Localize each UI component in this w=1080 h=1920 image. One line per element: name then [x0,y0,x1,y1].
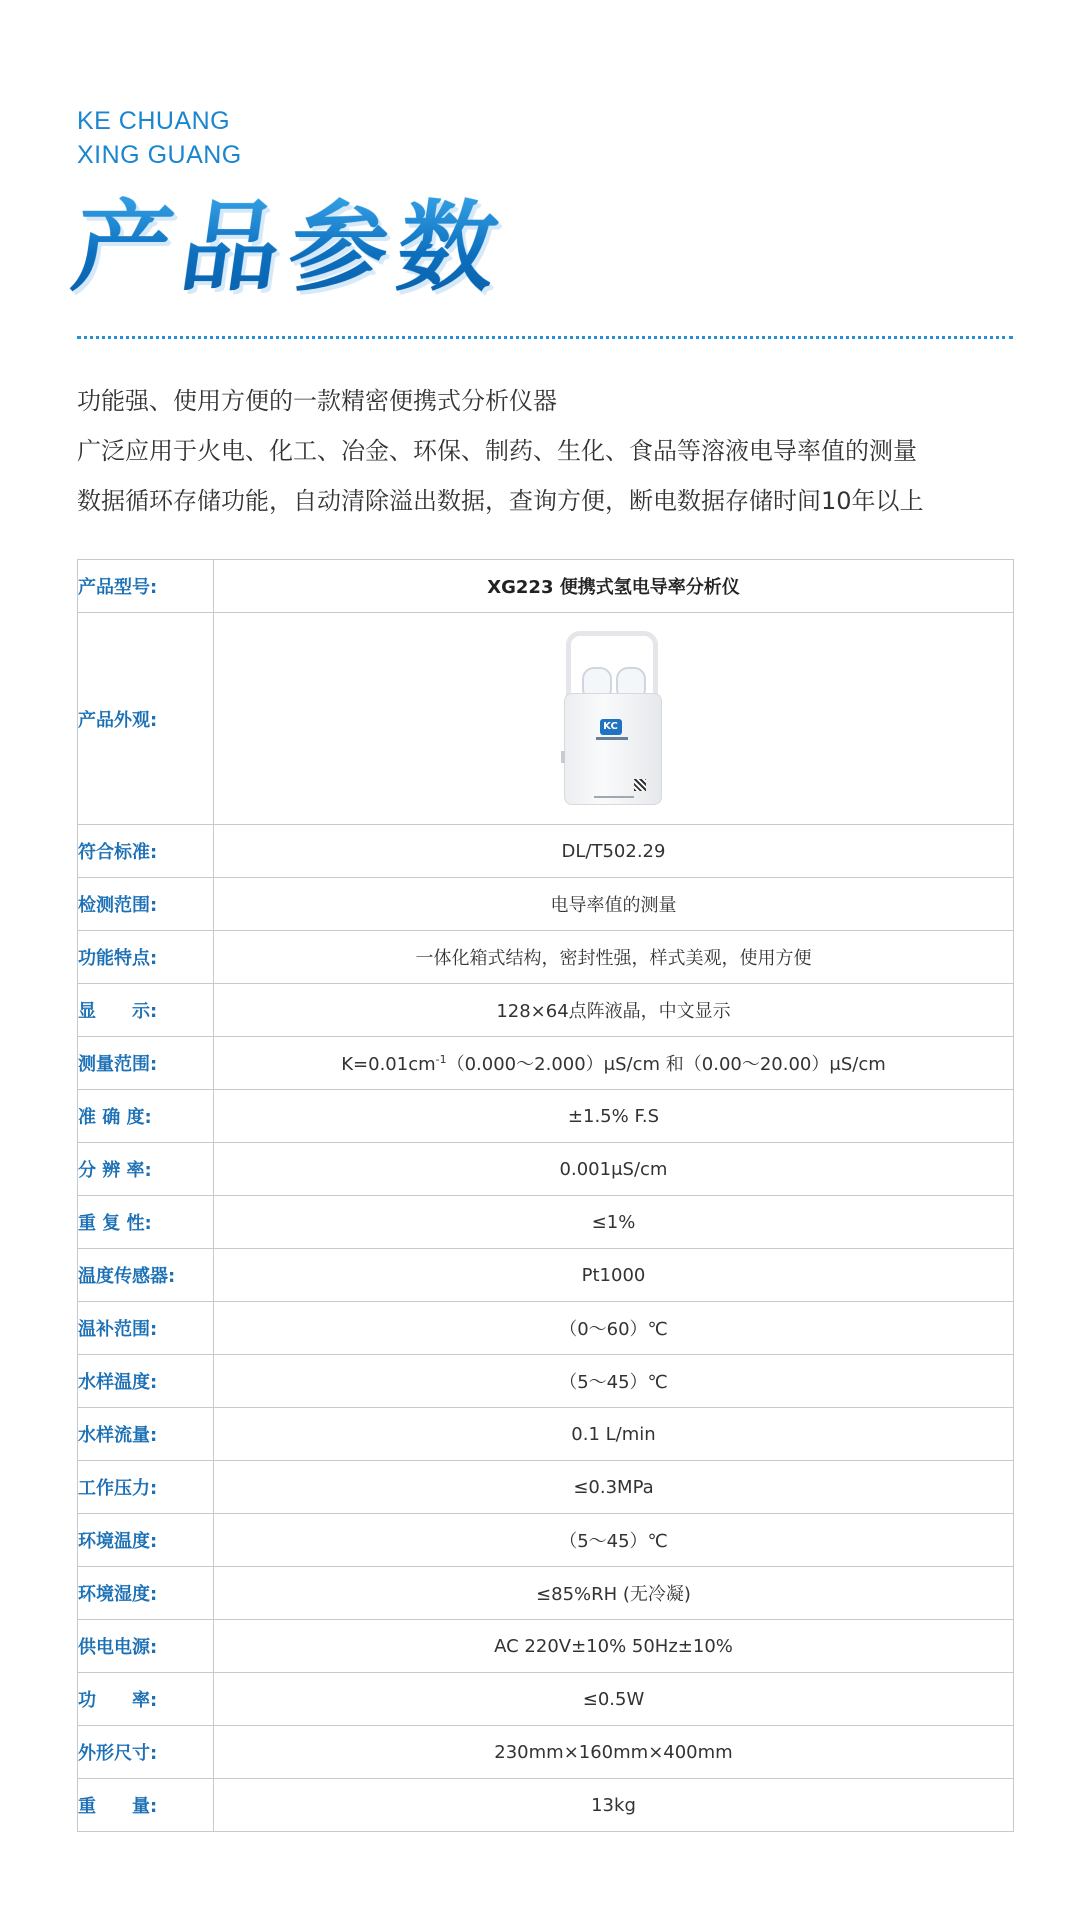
table-row-temp-comp [78,1302,1014,1355]
device-logo-caption [596,737,628,740]
range-suffix: （0.000～2.000）μS/cm 和（0.00～20.00）μS/cm [446,1054,886,1075]
row-label: 检测范围: [78,878,214,931]
spec-table [77,559,1014,1832]
row-label: 环境温度: [78,1514,214,1567]
row-value: AC 220V±10% 50Hz±10% [214,1620,1014,1673]
table-row-water-temp [78,1355,1014,1408]
row-label: 水样流量: [78,1408,214,1461]
row-value: DL/T502.29 [214,825,1014,878]
row-value: 0.001μS/cm [214,1143,1014,1196]
product-image [564,631,664,806]
product-image-cell [214,613,1014,825]
table-row-display [78,984,1014,1037]
table-row-pressure [78,1461,1014,1514]
row-label: 水样温度: [78,1355,214,1408]
table-row-temp-sensor [78,1249,1014,1302]
table-row-appearance [78,613,1014,825]
row-value: （5～45）℃ [214,1355,1014,1408]
table-row-features [78,931,1014,984]
row-value: 128×64点阵液晶，中文显示 [214,984,1014,1037]
intro-line-1: 功能强、使用方便的一款精密便携式分析仪器 [77,387,557,415]
row-label: 外形尺寸: [78,1726,214,1779]
table-row-env-humidity [78,1567,1014,1620]
row-value: 一体化箱式结构，密封性强，样式美观，使用方便 [214,931,1014,984]
intro-text [77,376,1027,526]
page-title: 产品参数 [66,188,515,308]
row-label: 重 复 性: [78,1196,214,1249]
row-value: （5～45）℃ [214,1514,1014,1567]
row-label: 测量范围: [78,1037,214,1090]
row-label: 温度传感器: [78,1249,214,1302]
row-value: 0.1 L/min [214,1408,1014,1461]
row-label: 功能特点: [78,931,214,984]
brand-line-1: KE CHUANG [77,107,231,135]
row-label: 环境湿度: [78,1567,214,1620]
row-value: XG223 便携式氢电导率分析仪 [214,560,1014,613]
brand-line-2: XING GUANG [77,141,242,169]
table-row-standard [78,825,1014,878]
row-value: ≤0.3MPa [214,1461,1014,1514]
row-value: （0～60）℃ [214,1302,1014,1355]
row-label: 分 辨 率: [78,1143,214,1196]
row-label: 产品型号: [78,560,214,613]
row-value [214,1037,1014,1090]
intro-line-2: 广泛应用于火电、化工、冶金、环保、制药、生化、食品等溶液电导率值的测量 [77,437,917,465]
dotted-divider [77,336,1013,339]
range-exponent: -1 [435,1053,447,1066]
row-label: 显 示: [78,984,214,1037]
row-value: ±1.5% F.S [214,1090,1014,1143]
device-logo: KC [600,719,622,735]
table-row-repeatability [78,1196,1014,1249]
table-row-accuracy [78,1090,1014,1143]
table-row-power [78,1673,1014,1726]
row-label: 产品外观: [78,613,214,825]
row-label: 重 量: [78,1779,214,1832]
table-row-power-supply [78,1620,1014,1673]
row-value: ≤85%RH (无冷凝) [214,1567,1014,1620]
table-row-model [78,560,1014,613]
device-qr-code [634,779,646,791]
intro-line-3: 数据循环存储功能，自动清除溢出数据，查询方便，断电数据存储时间10年以上 [77,487,924,515]
row-value: Pt1000 [214,1249,1014,1302]
row-label: 温补范围: [78,1302,214,1355]
row-label: 供电电源: [78,1620,214,1673]
table-row-env-temp [78,1514,1014,1567]
device-label [594,796,634,798]
row-label: 准 确 度: [78,1090,214,1143]
row-value: 电导率值的测量 [214,878,1014,931]
row-label: 功 率: [78,1673,214,1726]
row-label: 工作压力: [78,1461,214,1514]
row-value: ≤1% [214,1196,1014,1249]
table-row-dimensions [78,1726,1014,1779]
row-value: 13kg [214,1779,1014,1832]
device-body [564,693,662,805]
row-label: 符合标准: [78,825,214,878]
table-row-range [78,1037,1014,1090]
row-value: ≤0.5W [214,1673,1014,1726]
device-connector [561,751,565,763]
table-row-weight [78,1779,1014,1832]
table-row-water-flow [78,1408,1014,1461]
row-value: 230mm×160mm×400mm [214,1726,1014,1779]
table-row-detection [78,878,1014,931]
brand-name [77,104,242,172]
table-row-resolution [78,1143,1014,1196]
range-prefix: K=0.01cm [341,1054,436,1075]
